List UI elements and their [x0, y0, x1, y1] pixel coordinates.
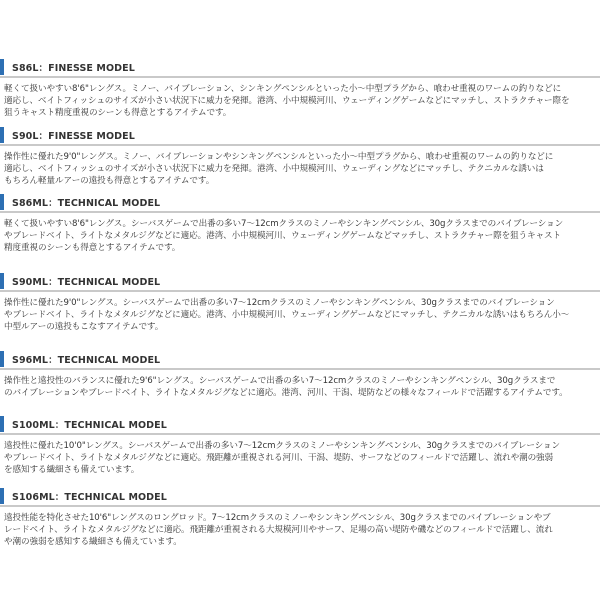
header-divider	[0, 211, 600, 213]
header-divider	[0, 368, 600, 370]
header-divider	[0, 76, 600, 78]
section-header	[0, 191, 600, 213]
header-accent-bar	[0, 488, 4, 504]
description-line: やブレードベイト、ライトなメタルジグなどに適応。港湾、小中規模河川、ウェーディングゲームなどマッチし、ストラクチャー際を狙うキャスト	[4, 231, 562, 241]
header-accent-bar	[0, 194, 4, 210]
section-description	[4, 375, 590, 399]
description-line: 遠投性能を特化させた10'6"レングスのロングロッド。7～12cmクラスのミノーやシンキングペンシル、30gクラスまでのバイブレーションやブ	[4, 513, 551, 523]
header-divider	[0, 433, 600, 435]
section-title: S100ML：TECHNICAL MODEL	[12, 420, 167, 431]
header-accent-bar	[0, 59, 4, 75]
section-header	[0, 56, 600, 78]
description-line: のバイブレーションやブレードベイト、ライトなメタルジグなどに適応。港湾、河川、干潟、堤防などの様々なフィールドで活躍するアイテムです。	[4, 388, 568, 398]
section-header	[0, 270, 600, 292]
description-line: を感知する繊細さも備えています。	[4, 465, 140, 475]
section-description	[4, 151, 590, 187]
section-description	[4, 440, 590, 476]
section-title: S90L：FINESSE MODEL	[12, 131, 135, 142]
header-divider	[0, 290, 600, 292]
section-header	[0, 348, 600, 370]
description-line: やブレードベイト、ライトなメタルジグなどに適応。港湾、小中規模河川、ウェーディングゲームなどにマッチし、テクニカルな誘いはもちろん小～	[4, 310, 570, 320]
section-header	[0, 124, 600, 146]
description-line: 操作性と遠投性のバランスに優れた9'6"レングス。シーバスゲームで出番の多い7～12cmクラスのミノーやシンキングペンシル、30gクラスまで	[4, 376, 556, 386]
description-line: 中型ルアーの遠投もこなすアイテムです。	[4, 322, 164, 332]
section-title: S106ML：TECHNICAL MODEL	[12, 492, 167, 503]
description-line: 狙うキャスト精度重視のシーンも得意とするアイテムです。	[4, 108, 232, 118]
section-description	[4, 512, 590, 548]
section-description	[4, 297, 590, 333]
description-line: 操作性に優れた9'0"レングス。ミノー、バイブレーションやシンキングペンシルといった小～中型プラグから、喰わせ重視のワームの釣りなどに	[4, 152, 554, 162]
description-line: レードベイト、ライトなメタルジグなどに適応。飛距離が重視される大規模河川やサーフ、足場の高い堤防や磯などのフィールドで活躍し、流れ	[4, 525, 553, 535]
section-description	[4, 83, 590, 119]
header-accent-bar	[0, 416, 4, 432]
section-header	[0, 413, 600, 435]
section-title: S90ML：TECHNICAL MODEL	[12, 277, 161, 288]
description-line: 精度重視のシーンも得意とするアイテムです。	[4, 243, 181, 253]
description-line: 適応し、ベイトフィッシュのサイズが小さい状況下に威力を発揮。港湾、小中規模河川、ウェーディングなどにマッチし、テクニカルな誘いは	[4, 164, 544, 174]
description-line: 遠投性に優れた10'0"レングス。シーバスゲームで出番の多い7～12cmクラスのミノーやシンキングペンシル、30gクラスまでのバイブレーション	[4, 441, 560, 451]
header-accent-bar	[0, 127, 4, 143]
description-line: もちろん軽量ルアーの遠投も得意とするアイテムです。	[4, 176, 215, 186]
section-title: S96ML：TECHNICAL MODEL	[12, 355, 161, 366]
description-line: 軽くて扱いやすい8'6"レングス。シーバスゲームで出番の多い7～12cmクラスのミノーやシンキングペンシル、30gクラスまでのバイブレーション	[4, 219, 564, 229]
description-line: や潮の強弱を感知する繊細さも備えています。	[4, 537, 182, 547]
header-divider	[0, 144, 600, 146]
section-header	[0, 485, 600, 507]
header-divider	[0, 505, 600, 507]
header-accent-bar	[0, 351, 4, 367]
section-description	[4, 218, 590, 254]
description-line: 軽くて扱いやすい8'6"レングス。ミノー、バイブレーション、シンキングペンシルといった小～中型プラグから、喰わせ重視のワームの釣りなどに	[4, 84, 562, 94]
section-title: S86L：FINESSE MODEL	[12, 63, 135, 74]
header-accent-bar	[0, 273, 4, 289]
description-line: 適応し、ベイトフィッシュのサイズが小さい状況下に威力を発揮。港湾、小中規模河川、ウェーディングゲームなどにマッチし、ストラクチャー際を	[4, 96, 570, 106]
description-line: やブレードベイト、ライトなメタルジグなどに適応。飛距離が重視される河川、干潟、堤防、サーフなどのフィールドで活躍し、流れや潮の強弱	[4, 453, 554, 463]
description-line: 操作性に優れた9'0"レングス。シーバスゲームで出番の多い7～12cmクラスのミノーやシンキングペンシル、30gクラスまでのバイブレーション	[4, 298, 555, 308]
section-title: S86ML：TECHNICAL MODEL	[12, 198, 161, 209]
